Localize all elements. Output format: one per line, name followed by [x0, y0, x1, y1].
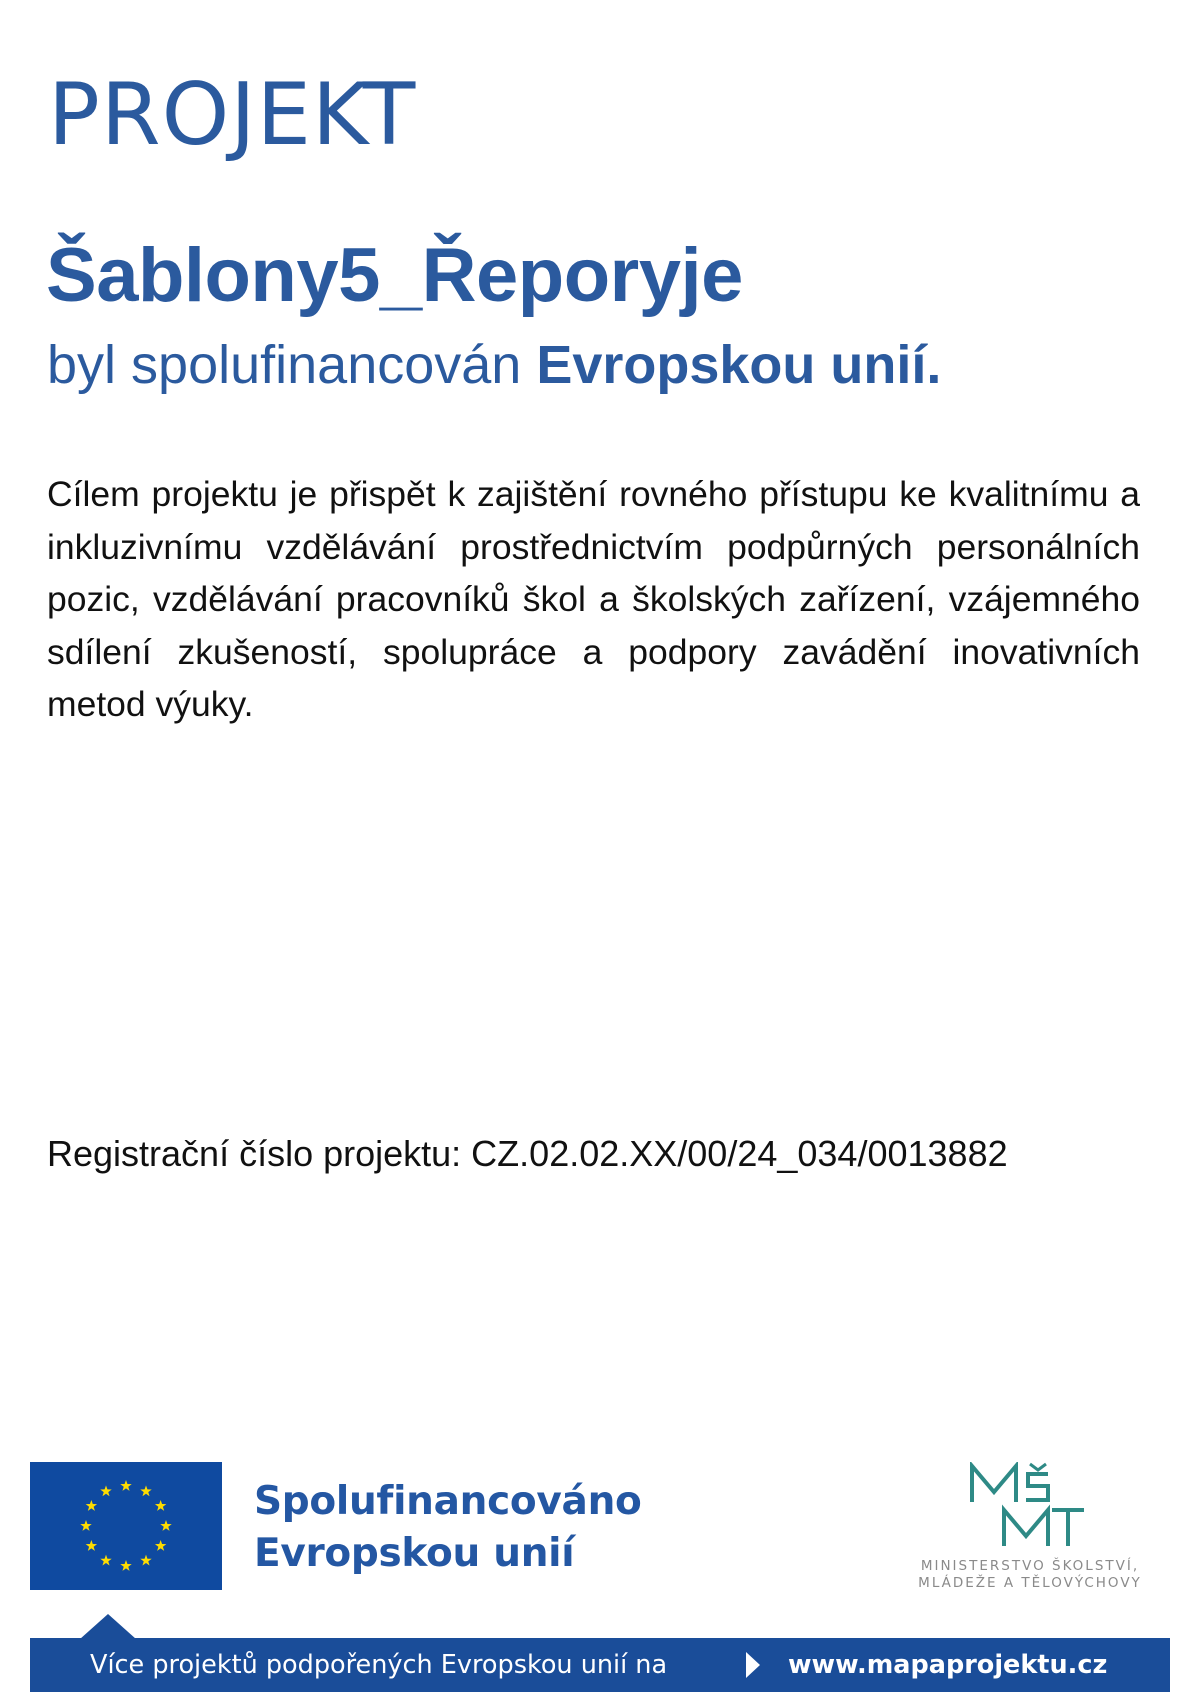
- eu-star-icon: [160, 1520, 171, 1531]
- eu-star-icon: [140, 1485, 151, 1496]
- registration-number: Registrační číslo projektu: CZ.02.02.XX/00/24_034/0013882: [47, 1133, 1008, 1174]
- eu-star-icon: [155, 1540, 166, 1551]
- msmt-caption-line1: MINISTERSTVO ŠKOLSTVÍ,: [920, 1558, 1140, 1574]
- footer-notch: [80, 1614, 136, 1639]
- eu-star-icon: [80, 1520, 91, 1531]
- eu-star-icon: [120, 1560, 131, 1571]
- eu-star-icon: [100, 1555, 111, 1566]
- eu-star-icon: [86, 1500, 97, 1511]
- project-description: Cílem projektu je přispět k zajištění rovného přístupu ke kvalitnímu a inkluzivnímu vzdělávání prostřednictvím podpůrných personálních pozic, vzdělávání pracovníků škol a školských zařízení, vzájemného sdílení zkušeností, spolupráce a podpory zavádění inovativních metod výuky.: [47, 474, 1140, 724]
- cofinanced-statement: [47, 335, 942, 395]
- eu-flag-icon: [30, 1462, 222, 1590]
- eu-logo-line2: Evropskou unií: [254, 1531, 575, 1576]
- eu-star-icon: [155, 1500, 166, 1511]
- msmt-caption-line2: MLÁDEŽE A TĚLOVÝCHOVY: [918, 1575, 1142, 1591]
- cofinanced-prefix: byl spolufinancován: [47, 335, 537, 395]
- msmt-logo-icon: [968, 1462, 1088, 1552]
- arrow-right-icon: [746, 1652, 760, 1678]
- footer-bar: [30, 1638, 1170, 1692]
- cofinanced-bold: Evropskou unií.: [536, 335, 942, 395]
- project-title: Šablony5_Řeporyje: [46, 233, 743, 318]
- eu-logo-line1: Spolufinancováno: [254, 1479, 642, 1524]
- footer-text: Více projektů podpořených Evropskou unií na: [90, 1650, 668, 1680]
- msmt-caption: [880, 1558, 1180, 1592]
- eu-star-icon: [120, 1480, 131, 1491]
- eu-star-icon: [140, 1555, 151, 1566]
- footer-url-link[interactable]: www.mapaprojektu.cz: [788, 1650, 1108, 1680]
- eu-stars-graphic: [30, 1462, 222, 1590]
- eu-cofinanced-logo-text: [254, 1476, 642, 1580]
- projekt-label: PROJEKT: [48, 65, 417, 165]
- eu-star-icon: [86, 1540, 97, 1551]
- eu-star-icon: [100, 1485, 111, 1496]
